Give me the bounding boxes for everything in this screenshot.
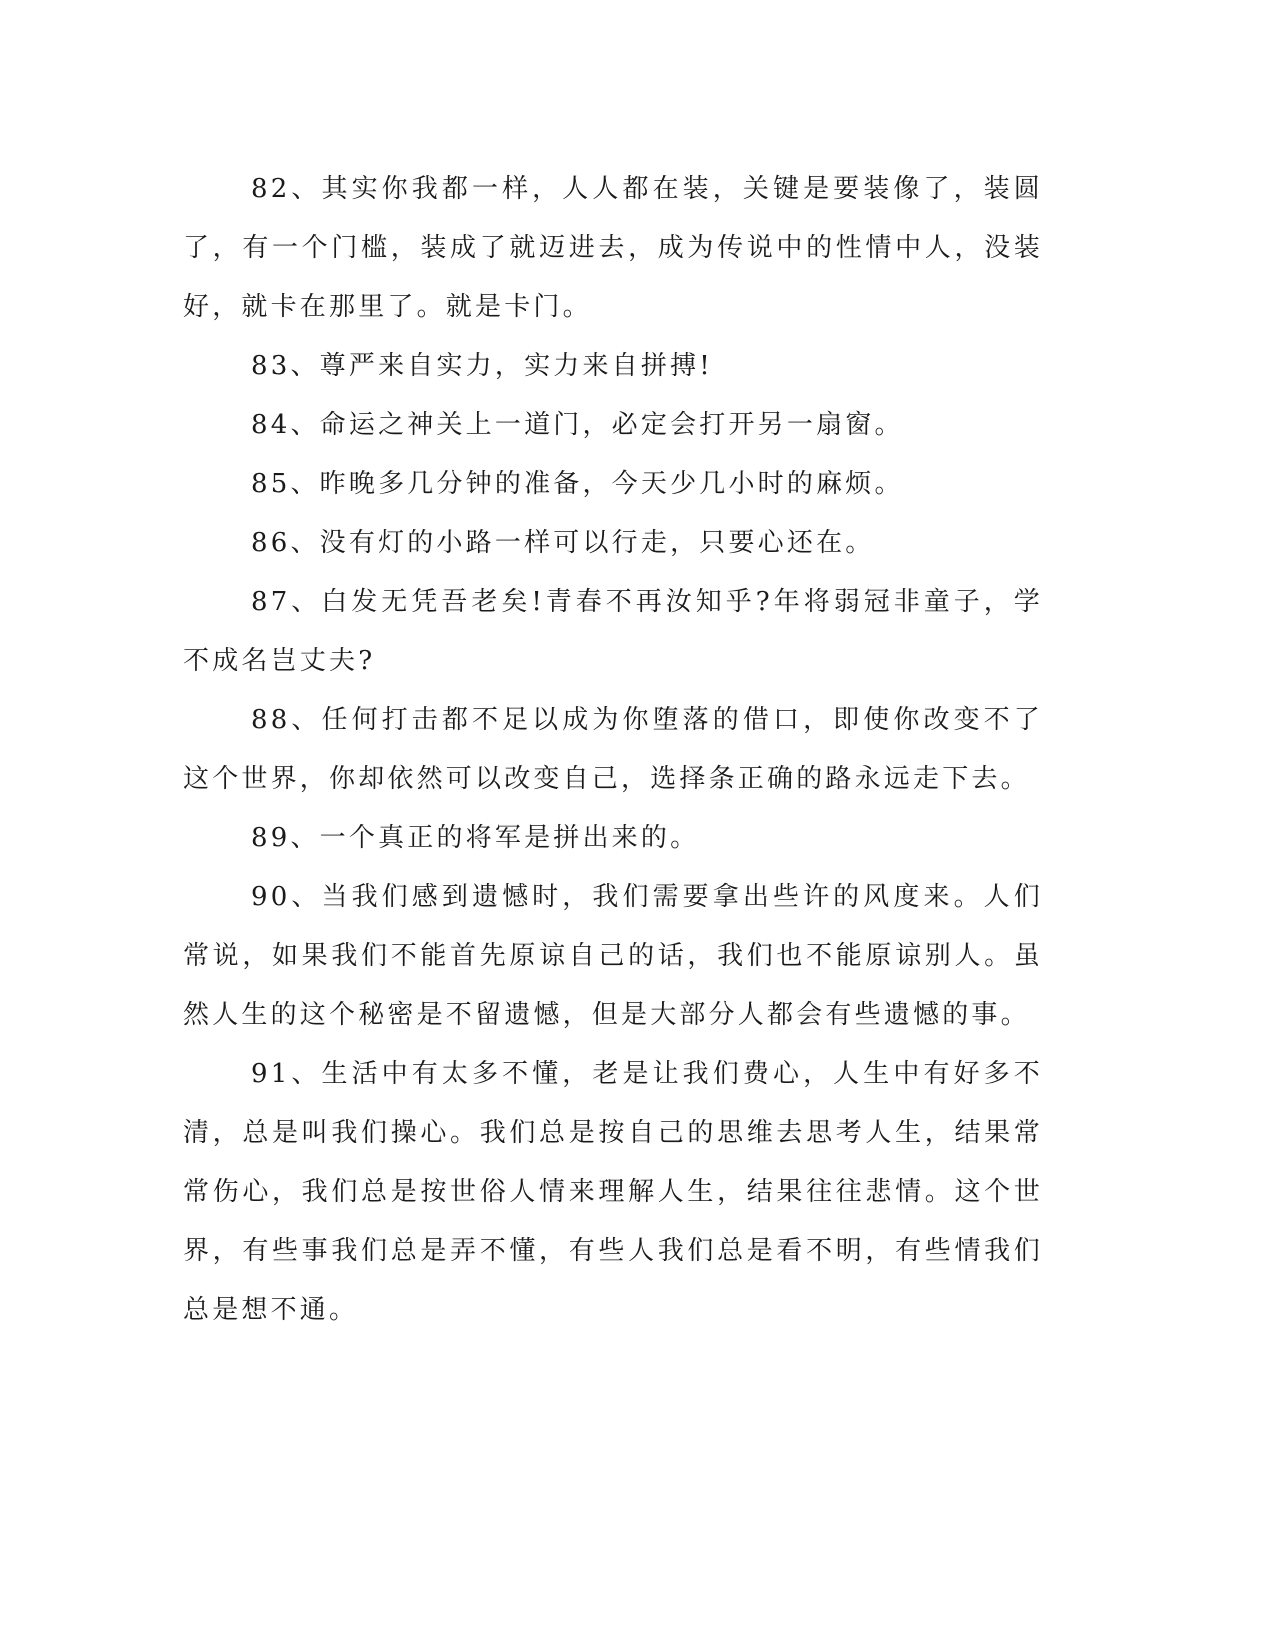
paragraph-91: 91、生活中有太多不懂，老是让我们费心，人生中有好多不清，总是叫我们操心。我们总是按自己的思维去思考人生，结果常常伤心，我们总是按世俗人情来理解人生，结果往往悲情。这个世界，有些事我们总是弄不懂，有些人我们总是看不明，有些情我们总是想不通。	[183, 1059, 1043, 1325]
paragraph-89: 89、一个真正的将军是拼出来的。	[251, 823, 700, 853]
paragraph-85: 85、昨晚多几分钟的准备，今天少几小时的麻烦。	[251, 469, 904, 499]
paragraph-86: 86、没有灯的小路一样可以行走，只要心还在。	[251, 528, 875, 558]
paragraph-84: 84、命运之神关上一道门，必定会打开另一扇窗。	[251, 410, 904, 440]
paragraph-83: 83、尊严来自实力，实力来自拼搏!	[251, 351, 713, 381]
paragraph-88: 88、任何打击都不足以成为你堕落的借口，即使你改变不了这个世界，你却依然可以改变自己，选择条正确的路永远走下去。	[183, 705, 1043, 794]
document-body	[183, 160, 1043, 1340]
paragraph-90: 90、当我们感到遗憾时，我们需要拿出些许的风度来。人们常说，如果我们不能首先原谅自己的话，我们也不能原谅别人。虽然人生的这个秘密是不留遗憾，但是大部分人都会有些遗憾的事。	[183, 882, 1043, 1030]
paragraph-82: 82、其实你我都一样，人人都在装，关键是要装像了，装圆了，有一个门槛，装成了就迈进去，成为传说中的性情中人，没装好，就卡在那里了。就是卡门。	[183, 174, 1043, 322]
paragraph-87: 87、白发无凭吾老矣!青春不再汝知乎?年将弱冠非童子，学不成名岂丈夫?	[183, 587, 1043, 676]
